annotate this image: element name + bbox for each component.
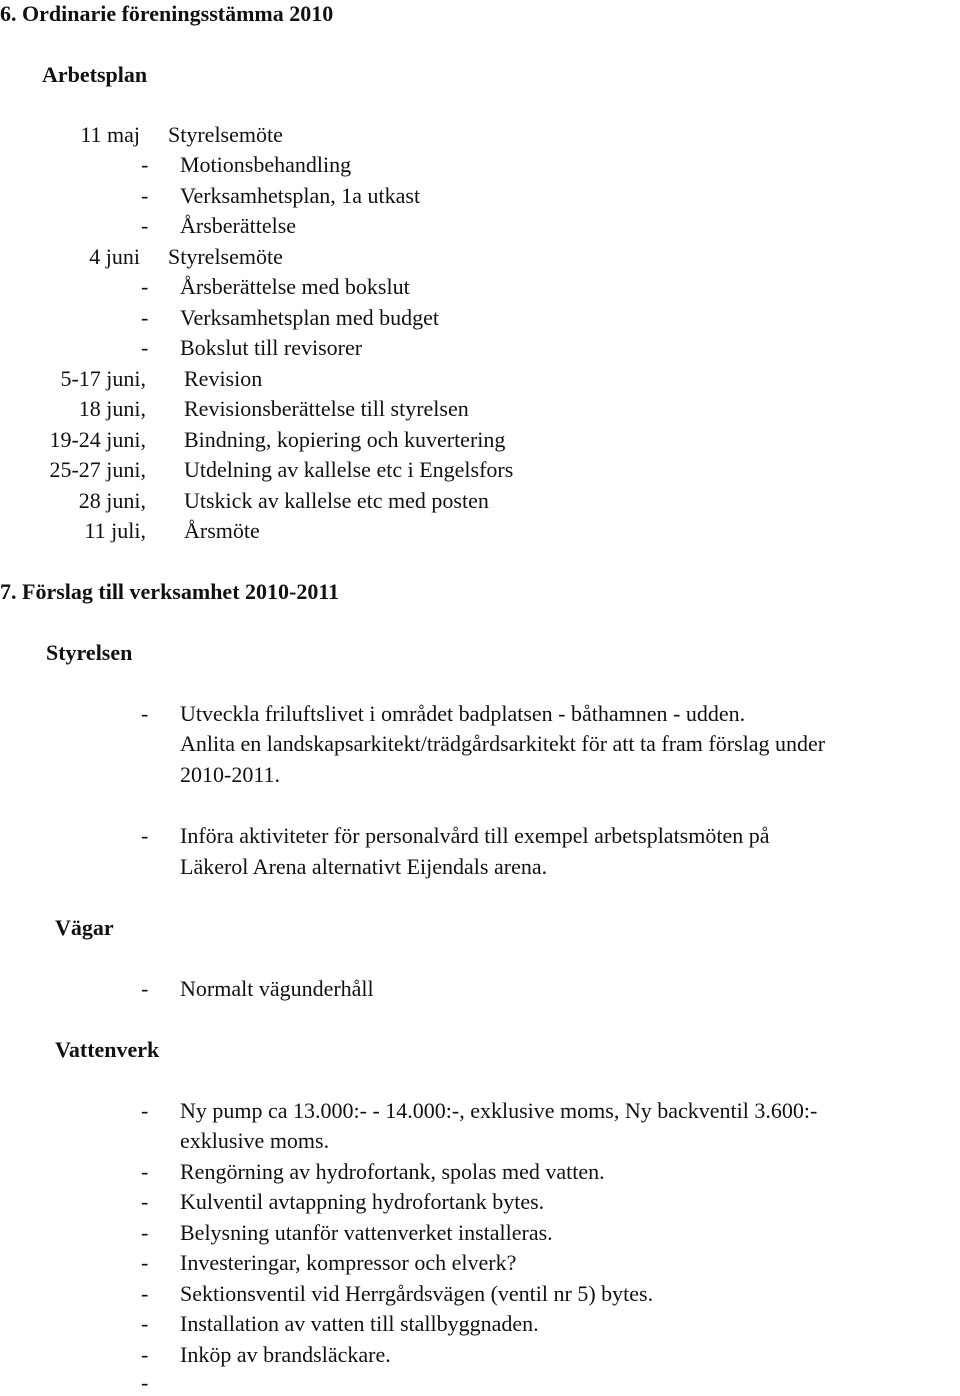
vattenverk-label: Vattenverk xyxy=(55,1037,160,1062)
plan-text: Verksamhetsplan med budget xyxy=(180,305,440,330)
plan-date: 11 maj xyxy=(80,122,140,147)
list-dash: - xyxy=(141,1098,149,1123)
plan-date: 28 juni, xyxy=(78,488,146,513)
vagar-label: Vägar xyxy=(55,915,114,940)
list-dash: - xyxy=(141,1342,149,1367)
list-dash: - xyxy=(141,1250,149,1275)
plan-text: Årsberättelse med bokslut xyxy=(180,274,410,299)
plan-text: Bokslut till revisorer xyxy=(180,335,363,360)
list-item-line: Utveckla friluftslivet i området badplatsen - båthamnen - udden. xyxy=(180,701,746,726)
list-dash: - xyxy=(141,701,149,726)
list-item-line: Införa aktiviteter för personalvård till exempel arbetsplatsmöten på xyxy=(180,823,770,848)
plan-dash: - xyxy=(141,183,149,208)
list-item-line: Belysning utanför vattenverket installeras. xyxy=(180,1220,553,1245)
plan-text: Styrelsemöte xyxy=(168,244,283,269)
list-item-line: Investeringar, kompressor och elverk? xyxy=(180,1250,517,1275)
plan-dash: - xyxy=(141,335,149,360)
list-item-line: Inköp av brandsläckare. xyxy=(180,1342,391,1367)
plan-date: 18 juni, xyxy=(78,396,146,421)
plan-text: Årsmöte xyxy=(184,518,260,543)
list-item-line: exklusive moms. xyxy=(180,1128,330,1153)
section-7-heading: 7. Förslag till verksamhet 2010-2011 xyxy=(0,579,340,604)
list-item-line: Sektionsventil vid Herrgårdsvägen (ventil nr 5) bytes. xyxy=(180,1281,654,1306)
list-dash: - xyxy=(141,1370,149,1395)
list-dash: - xyxy=(141,1220,149,1245)
plan-dash: - xyxy=(141,305,149,330)
plan-text: Verksamhetsplan, 1a utkast xyxy=(180,183,421,208)
list-dash: - xyxy=(141,1159,149,1184)
list-item-line: 2010-2011. xyxy=(180,762,281,787)
plan-text: Utdelning av kallelse etc i Engelsfors xyxy=(184,457,514,482)
list-item-line: Kulventil avtappning hydrofortank bytes. xyxy=(180,1189,545,1214)
list-item-line: Ny pump ca 13.000:- - 14.000:-, exklusive moms, Ny backventil 3.600:- xyxy=(180,1098,818,1123)
list-item-line: Anlita en landskapsarkitekt/trädgårdsarkitekt för att ta fram förslag under xyxy=(180,731,826,756)
plan-text: Revisionsberättelse till styrelsen xyxy=(184,396,469,421)
list-dash: - xyxy=(141,1281,149,1306)
plan-text: Motionsbehandling xyxy=(180,152,352,177)
plan-dash: - xyxy=(141,274,149,299)
plan-text: Bindning, kopiering och kuvertering xyxy=(184,427,506,452)
list-dash: - xyxy=(141,823,149,848)
arbetsplan-heading: Arbetsplan xyxy=(42,62,148,87)
plan-date: 4 juni xyxy=(89,244,140,269)
styrelsen-label: Styrelsen xyxy=(46,640,133,665)
list-dash: - xyxy=(141,1311,149,1336)
list-item-line: Installation av vatten till stallbyggnaden. xyxy=(180,1311,539,1336)
plan-text: Styrelsemöte xyxy=(168,122,283,147)
plan-date: 19-24 juni, xyxy=(49,427,146,452)
list-dash: - xyxy=(141,976,149,1001)
plan-dash: - xyxy=(141,152,149,177)
plan-date: 25-27 juni, xyxy=(49,457,146,482)
section-6-heading: 6. Ordinarie föreningsstämma 2010 xyxy=(0,1,334,26)
list-item-line: Rengörning av hydrofortank, spolas med vatten. xyxy=(180,1159,605,1184)
list-item-line: Normalt vägunderhåll xyxy=(180,976,374,1001)
plan-date: 11 juli, xyxy=(84,518,146,543)
list-dash: - xyxy=(141,1189,149,1214)
list-item-line: Läkerol Arena alternativt Eijendals arena. xyxy=(180,854,548,879)
plan-text: Utskick av kallelse etc med posten xyxy=(184,488,489,513)
plan-text: Årsberättelse xyxy=(180,213,297,238)
plan-dash: - xyxy=(141,213,149,238)
plan-text: Revision xyxy=(184,366,263,391)
plan-date: 5-17 juni, xyxy=(60,366,146,391)
